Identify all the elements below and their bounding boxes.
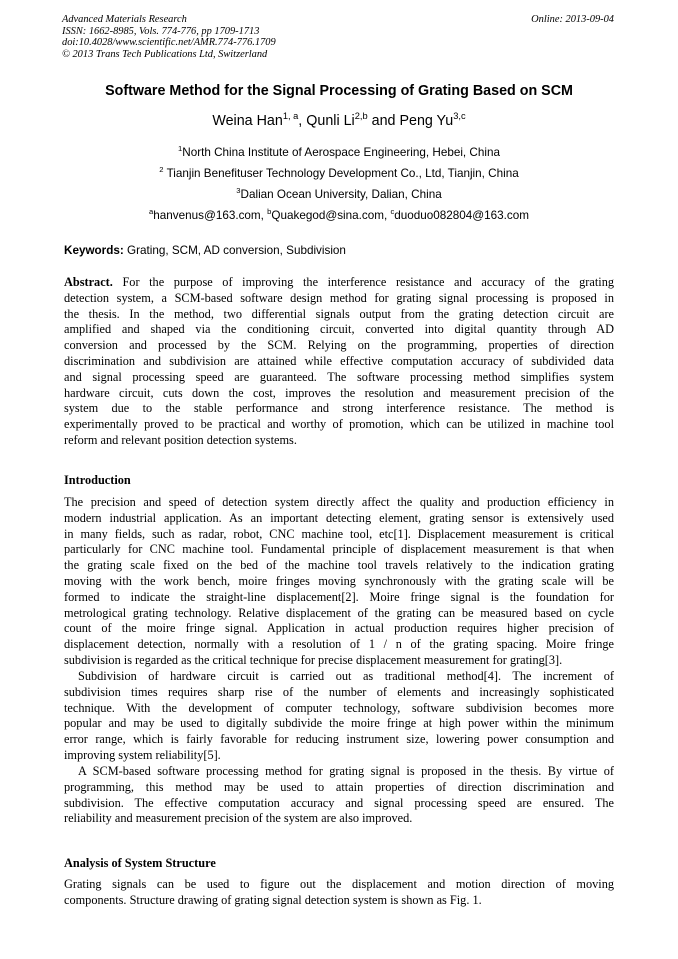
author-separator: and	[367, 113, 400, 129]
affiliation-3-text: Dalian Ocean University, Dalian, China	[240, 188, 442, 201]
body-line: modern industrial application. As an important detecting element, grating sensor is extensively used	[64, 510, 614, 525]
author-1: Weina Han	[212, 113, 283, 129]
body-line: the grating scale fixed on the bed of the machine tool travels relatively to the indication grating	[64, 558, 614, 573]
author-2-sup: 2,b	[354, 111, 368, 122]
journal-header	[62, 14, 482, 60]
paper-title: Software Method for the Signal Processing of Grating Based on SCM	[105, 83, 573, 99]
email-b-sup: b	[267, 207, 272, 217]
body-line: technique. With the development of computer technology, software subdivision becomes more	[64, 700, 614, 715]
copyright-line: © 2013 Trans Tech Publications Ltd, Switzerland	[62, 48, 268, 60]
body-line: count of the moire fringe signal. Application in actual production requires higher precision of	[64, 621, 614, 636]
body-line: popular and may be used to digitally subdivide the moire fringe at high power within the minimum	[64, 716, 614, 731]
abstract-line: reform and relevant position detection systems.	[64, 432, 297, 447]
abstract-line-text: For the purpose of improving the interference resistance and accuracy of the grating	[112, 275, 614, 289]
abstract-line: experimentally proved to be practical and worthy of promotion, which can be utilized in machine tool	[64, 417, 614, 432]
abstract-line: system due to the stable performance and strong interference resistance. The method is	[64, 401, 614, 416]
body-line: Grating signals can be used to figure out the displacement and motion direction of moving	[64, 877, 614, 891]
affiliation-2-sup: 2	[159, 165, 164, 175]
affiliation-2	[0, 166, 678, 182]
section-heading-introduction: Introduction	[64, 473, 131, 487]
body-line: moving with the work bench, moire fringes moving synchronously with the grating scale will be	[64, 573, 614, 588]
body-line: displacement detection, normally with a resolution of 1 / n of the grating spacing. Moire fringe	[64, 637, 614, 652]
body-line: reliability and measurement precision of the system are also improved.	[64, 811, 413, 826]
keywords-label: Keywords:	[64, 244, 124, 257]
abstract-line: discrimination and subdivision are attained while effective computation accuracy of subdivided data	[64, 353, 614, 368]
author-3-sup: 3,c	[453, 111, 466, 122]
body-line: Subdivision of hardware circuit is carried out as traditional method[4]. The increment of	[78, 669, 614, 683]
affiliation-1-sup: 1	[178, 144, 183, 154]
body-line: A SCM-based software processing method for grating signal is proposed in the thesis. By virtue of	[78, 764, 614, 778]
keywords-line	[64, 243, 614, 259]
author-3: Peng Yu	[399, 113, 454, 129]
body-line: subdivision. The effective computation accuracy and signal processing speed are ensured. The	[64, 795, 614, 810]
section-heading-analysis: Analysis of System Structure	[64, 856, 216, 870]
affiliation-1	[0, 145, 678, 161]
affiliation-2-text: Tianjin Benefituser Technology Development Co., Ltd, Tianjin, China	[163, 167, 519, 180]
author-list	[0, 111, 678, 131]
affiliation-3-sup: 3	[236, 186, 241, 196]
issn-line: ISSN: 1662-8985, Vols. 774-776, pp 1709-1713	[62, 25, 260, 37]
doi-line: doi:10.4028/www.scientific.net/AMR.774-776.1709	[62, 37, 276, 48]
author-1-sup: 1, a	[282, 111, 299, 122]
body-line: subdivision is regarded as the critical technique for precise displacement measurement for grating[3].	[64, 652, 563, 667]
email-c-sup: c	[390, 207, 395, 217]
keywords-text: Grating, SCM, AD conversion, Subdivision	[123, 244, 346, 257]
email-line	[0, 208, 678, 224]
affiliation-3	[0, 187, 678, 203]
analysis-paragraph-1	[64, 877, 614, 909]
email-a[interactable]: hanvenus@163.com,	[153, 209, 268, 222]
email-c[interactable]: duoduo082804@163.com	[394, 209, 529, 222]
body-line: particularly for CNC machine tool. Fundamental principle of displacement measurement is that when	[64, 542, 614, 557]
author-2: Qunli Li	[306, 113, 355, 129]
abstract-line: and signal processing speed are guaranteed. The software processing method simplifies system	[64, 369, 614, 384]
abstract-line: hardware circuit, cuts down the cost, improves the resolution and measurement precision of the	[64, 385, 614, 400]
body-line: subdivision times requires sharp rise of the number of elements and increasingly sophisticated	[64, 684, 614, 699]
body-line: formed to indicate the straight-line displacement[2]. Moire fringe signal is the foundation for	[64, 589, 614, 604]
abstract-line: detection system, a SCM-based software design method for grating signal processing is proposed in	[64, 290, 614, 305]
body-line: improving system reliability[5].	[64, 747, 221, 762]
body-line: The precision and speed of detection system directly affect the quality and production efficiency in	[64, 495, 614, 509]
introduction-paragraph-3	[64, 764, 614, 827]
body-line: programming, this method may be used to attain properties of direction discrimination and	[64, 779, 614, 794]
introduction-paragraph-2	[64, 669, 614, 764]
body-line: in many fields, such as radar, robot, CNC machine tool, etc[1]. Displacement measurement is critical	[64, 526, 614, 541]
body-line: error range, which is fairly favorable for reducing instrument size, lowering power consumption and	[64, 732, 614, 747]
body-line: metrological grating technology. Relative displacement of the grating can be measured based on cycle	[64, 605, 614, 620]
abstract-line: amplified and shaped via the conditioning circuit, converted into digital quantity through AD	[64, 322, 614, 337]
online-date: Online: 2013-09-04	[531, 14, 614, 25]
journal-name: Advanced Materials Research	[62, 14, 187, 25]
affiliation-1-text: North China Institute of Aerospace Engineering, Hebei, China	[182, 146, 500, 159]
author-separator: ,	[298, 113, 307, 129]
abstract-line: conversion and processed by the SCM. Relying on the programming, properties of direction	[64, 338, 614, 353]
abstract-line: the thesis. In the method, two differential signals output from the grating detection circuit are	[64, 306, 614, 321]
abstract-section	[64, 275, 614, 449]
email-b[interactable]: Quakegod@sina.com,	[271, 209, 391, 222]
email-a-sup: a	[149, 207, 154, 217]
abstract-line	[64, 275, 614, 291]
introduction-paragraph-1	[64, 495, 614, 669]
body-line: components. Structure drawing of grating signal detection system is shown as Fig. 1.	[64, 892, 482, 907]
abstract-label: Abstract.	[64, 275, 113, 289]
